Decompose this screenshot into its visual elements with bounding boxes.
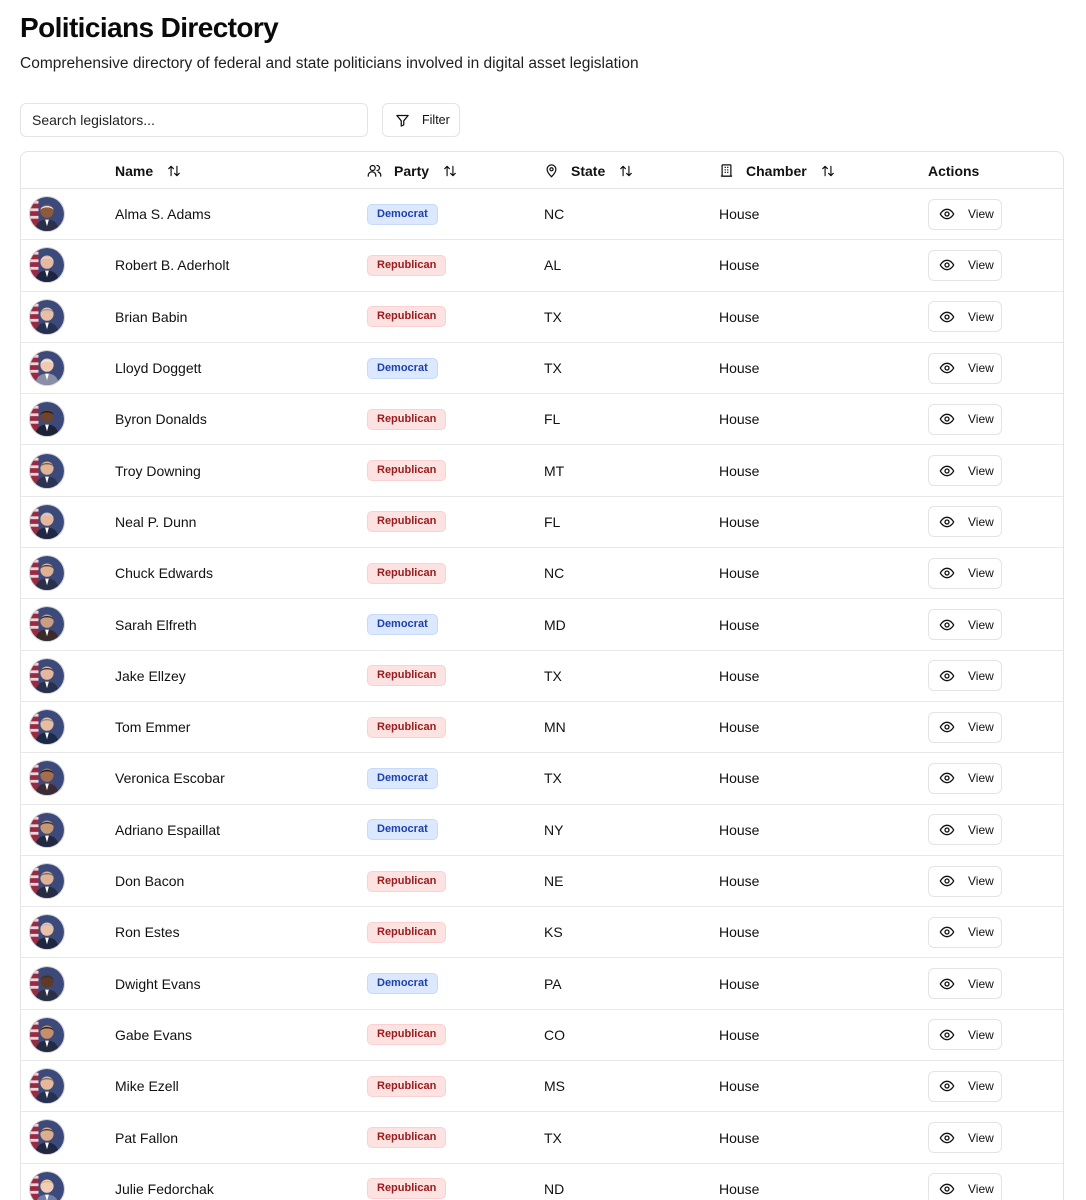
party-badge: Republican bbox=[367, 1127, 446, 1148]
party-badge: Republican bbox=[367, 511, 446, 532]
view-button[interactable] bbox=[928, 1019, 1002, 1050]
state-cell: KS bbox=[544, 924, 563, 941]
politician-name: Veronica Escobar bbox=[115, 770, 225, 787]
column-header-party-label: Party bbox=[394, 162, 430, 179]
view-button-label: View bbox=[968, 1181, 994, 1196]
table-row bbox=[21, 651, 1063, 702]
party-cell bbox=[367, 189, 438, 239]
chamber-cell: House bbox=[719, 1129, 760, 1146]
view-button-label: View bbox=[968, 566, 994, 581]
party-cell bbox=[367, 1164, 446, 1200]
eye-icon bbox=[939, 1078, 955, 1094]
chamber-cell: House bbox=[719, 667, 760, 684]
state-cell: MN bbox=[544, 719, 566, 736]
table-row bbox=[21, 189, 1063, 240]
party-badge: Republican bbox=[367, 717, 446, 738]
table-row bbox=[21, 856, 1063, 907]
view-button[interactable] bbox=[928, 558, 1002, 589]
party-cell bbox=[367, 907, 446, 957]
column-header-name-label: Name bbox=[115, 162, 154, 179]
view-button-label: View bbox=[968, 309, 994, 324]
party-cell bbox=[367, 1112, 446, 1162]
party-cell bbox=[367, 1010, 446, 1060]
party-badge: Republican bbox=[367, 563, 446, 584]
party-badge: Republican bbox=[367, 1076, 446, 1097]
actions-cell bbox=[928, 548, 1002, 598]
view-button[interactable] bbox=[928, 866, 1002, 897]
view-button-label: View bbox=[968, 668, 994, 683]
actions-cell bbox=[928, 907, 1002, 957]
chamber-cell: House bbox=[719, 308, 760, 325]
table-row bbox=[21, 1112, 1063, 1163]
chamber-cell: House bbox=[719, 975, 760, 992]
chamber-cell: House bbox=[719, 411, 760, 428]
eye-icon bbox=[939, 309, 955, 325]
politician-name: Julie Fedorchak bbox=[115, 1180, 214, 1197]
avatar bbox=[29, 453, 65, 489]
view-button-label: View bbox=[968, 874, 994, 889]
chamber-cell: House bbox=[719, 616, 760, 633]
state-cell: NY bbox=[544, 821, 564, 838]
users-icon bbox=[367, 163, 382, 178]
state-cell: ND bbox=[544, 1180, 565, 1197]
state-cell: NC bbox=[544, 565, 565, 582]
state-cell: PA bbox=[544, 975, 562, 992]
actions-cell bbox=[928, 753, 1002, 803]
party-badge: Republican bbox=[367, 871, 446, 892]
sort-state-icon[interactable] bbox=[619, 164, 633, 178]
party-badge: Republican bbox=[367, 306, 446, 327]
view-button-label: View bbox=[968, 1027, 994, 1042]
politician-name: Dwight Evans bbox=[115, 975, 201, 992]
chamber-cell: House bbox=[719, 1026, 760, 1043]
avatar bbox=[29, 606, 65, 642]
party-badge: Democrat bbox=[367, 614, 438, 635]
party-badge: Republican bbox=[367, 922, 446, 943]
table-row bbox=[21, 907, 1063, 958]
state-cell: MT bbox=[544, 462, 565, 479]
column-header-actions bbox=[928, 152, 979, 189]
page-title: Politicians Directory bbox=[20, 12, 279, 43]
actions-cell bbox=[928, 394, 1002, 444]
table-row bbox=[21, 753, 1063, 804]
actions-cell bbox=[928, 805, 1002, 855]
eye-icon bbox=[939, 411, 955, 427]
table-row bbox=[21, 292, 1063, 343]
avatar bbox=[29, 196, 65, 232]
view-button[interactable] bbox=[928, 506, 1002, 537]
politician-name: Pat Fallon bbox=[115, 1129, 179, 1146]
party-badge: Republican bbox=[367, 1178, 446, 1199]
chamber-cell: House bbox=[719, 513, 760, 530]
view-button-label: View bbox=[968, 207, 994, 222]
eye-icon bbox=[939, 257, 955, 273]
filter-icon bbox=[395, 113, 410, 128]
table-row bbox=[21, 1010, 1063, 1061]
avatar bbox=[29, 299, 65, 335]
party-cell bbox=[367, 240, 446, 290]
view-button[interactable] bbox=[928, 199, 1002, 230]
column-header-state bbox=[544, 152, 633, 189]
view-button-label: View bbox=[968, 463, 994, 478]
party-badge: Democrat bbox=[367, 819, 438, 840]
sort-party-icon[interactable] bbox=[443, 164, 457, 178]
sort-name-icon[interactable] bbox=[167, 164, 181, 178]
actions-cell bbox=[928, 446, 1002, 496]
actions-cell bbox=[928, 189, 1002, 239]
view-button[interactable] bbox=[928, 712, 1002, 743]
actions-cell bbox=[928, 1061, 1002, 1111]
actions-cell bbox=[928, 856, 1002, 906]
avatar bbox=[29, 401, 65, 437]
filter-button-label: Filter bbox=[422, 113, 450, 127]
chamber-cell: House bbox=[719, 719, 760, 736]
building-icon bbox=[719, 163, 734, 178]
politician-name: Chuck Edwards bbox=[115, 565, 214, 582]
table-header bbox=[21, 152, 1063, 189]
actions-cell bbox=[928, 497, 1002, 547]
politicians-table bbox=[20, 151, 1064, 1200]
politician-name: Brian Babin bbox=[115, 308, 188, 325]
eye-icon bbox=[939, 463, 955, 479]
avatar bbox=[29, 1017, 65, 1053]
state-cell: FL bbox=[544, 411, 561, 428]
actions-cell bbox=[928, 702, 1002, 752]
sort-chamber-icon[interactable] bbox=[821, 164, 835, 178]
actions-cell bbox=[928, 1164, 1002, 1200]
eye-icon bbox=[939, 976, 955, 992]
politician-name: Alma S. Adams bbox=[115, 206, 211, 223]
view-button-label: View bbox=[968, 617, 994, 632]
chamber-cell: House bbox=[719, 360, 760, 377]
view-button-label: View bbox=[968, 1130, 994, 1145]
table-row bbox=[21, 1061, 1063, 1112]
eye-icon bbox=[939, 1130, 955, 1146]
avatar bbox=[29, 863, 65, 899]
politician-name: Lloyd Doggett bbox=[115, 360, 202, 377]
view-button-label: View bbox=[968, 514, 994, 529]
actions-cell bbox=[928, 1112, 1002, 1162]
table-row bbox=[21, 394, 1063, 445]
actions-cell bbox=[928, 343, 1002, 393]
party-badge: Democrat bbox=[367, 204, 438, 225]
actions-cell bbox=[928, 292, 1002, 342]
view-button[interactable] bbox=[928, 250, 1002, 281]
column-header-party bbox=[367, 152, 457, 189]
party-badge: Republican bbox=[367, 255, 446, 276]
party-cell bbox=[367, 548, 446, 598]
avatar bbox=[29, 504, 65, 540]
state-cell: CO bbox=[544, 1026, 565, 1043]
view-button[interactable] bbox=[928, 353, 1002, 384]
politician-name: Don Bacon bbox=[115, 873, 185, 890]
state-cell: MD bbox=[544, 616, 566, 633]
eye-icon bbox=[939, 668, 955, 684]
eye-icon bbox=[939, 565, 955, 581]
table-row bbox=[21, 240, 1063, 291]
state-cell: TX bbox=[544, 308, 562, 325]
eye-icon bbox=[939, 206, 955, 222]
chamber-cell: House bbox=[719, 873, 760, 890]
avatar bbox=[29, 914, 65, 950]
party-cell bbox=[367, 959, 438, 1009]
party-cell bbox=[367, 856, 446, 906]
chamber-cell: House bbox=[719, 1078, 760, 1095]
party-cell bbox=[367, 599, 438, 649]
avatar bbox=[29, 812, 65, 848]
view-button[interactable] bbox=[928, 660, 1002, 691]
view-button[interactable] bbox=[928, 1173, 1002, 1200]
view-button[interactable] bbox=[928, 1122, 1002, 1153]
view-button-label: View bbox=[968, 720, 994, 735]
view-button[interactable] bbox=[928, 1071, 1002, 1102]
actions-cell bbox=[928, 959, 1002, 1009]
view-button[interactable] bbox=[928, 455, 1002, 486]
table-row bbox=[21, 1164, 1063, 1200]
column-header-name bbox=[115, 152, 181, 189]
table-row bbox=[21, 702, 1063, 753]
view-button-label: View bbox=[968, 822, 994, 837]
eye-icon bbox=[939, 770, 955, 786]
politician-name: Robert B. Aderholt bbox=[115, 257, 230, 274]
search-input[interactable] bbox=[20, 103, 368, 137]
state-cell: AL bbox=[544, 257, 562, 274]
chamber-cell: House bbox=[719, 462, 760, 479]
chamber-cell: House bbox=[719, 565, 760, 582]
state-cell: TX bbox=[544, 1129, 562, 1146]
table-row bbox=[21, 599, 1063, 650]
view-button[interactable] bbox=[928, 301, 1002, 332]
party-cell bbox=[367, 805, 438, 855]
politician-name: Neal P. Dunn bbox=[115, 513, 197, 530]
state-cell: NE bbox=[544, 873, 564, 890]
party-cell bbox=[367, 292, 446, 342]
actions-cell bbox=[928, 651, 1002, 701]
party-cell bbox=[367, 394, 446, 444]
view-button-label: View bbox=[968, 258, 994, 273]
column-header-actions-label: Actions bbox=[928, 162, 980, 179]
view-button[interactable] bbox=[928, 917, 1002, 948]
party-cell bbox=[367, 1061, 446, 1111]
view-button-label: View bbox=[968, 976, 994, 991]
party-badge: Republican bbox=[367, 1024, 446, 1045]
avatar bbox=[29, 1119, 65, 1155]
view-button-label: View bbox=[968, 925, 994, 940]
eye-icon bbox=[939, 1027, 955, 1043]
state-cell: FL bbox=[544, 513, 561, 530]
column-header-chamber-label: Chamber bbox=[746, 162, 807, 179]
eye-icon bbox=[939, 822, 955, 838]
politician-name: Jake Ellzey bbox=[115, 667, 186, 684]
table-row bbox=[21, 343, 1063, 394]
eye-icon bbox=[939, 1181, 955, 1197]
chamber-cell: House bbox=[719, 1180, 760, 1197]
view-button[interactable] bbox=[928, 609, 1002, 640]
table-row bbox=[21, 805, 1063, 856]
party-cell bbox=[367, 343, 438, 393]
chamber-cell: House bbox=[719, 257, 760, 274]
view-button[interactable] bbox=[928, 968, 1002, 999]
party-badge: Democrat bbox=[367, 768, 438, 789]
politician-name: Mike Ezell bbox=[115, 1078, 179, 1095]
eye-icon bbox=[939, 719, 955, 735]
map-pin-icon bbox=[544, 163, 559, 178]
state-cell: TX bbox=[544, 770, 562, 787]
avatar bbox=[29, 1171, 65, 1200]
view-button-label: View bbox=[968, 1079, 994, 1094]
party-cell bbox=[367, 497, 446, 547]
avatar bbox=[29, 760, 65, 796]
chamber-cell: House bbox=[719, 821, 760, 838]
actions-cell bbox=[928, 240, 1002, 290]
eye-icon bbox=[939, 924, 955, 940]
avatar bbox=[29, 709, 65, 745]
chamber-cell: House bbox=[719, 770, 760, 787]
party-badge: Democrat bbox=[367, 358, 438, 379]
avatar bbox=[29, 555, 65, 591]
politician-name: Gabe Evans bbox=[115, 1026, 193, 1043]
avatar bbox=[29, 350, 65, 386]
table-row bbox=[21, 446, 1063, 497]
politician-name: Troy Downing bbox=[115, 462, 201, 479]
state-cell: NC bbox=[544, 206, 565, 223]
politician-name: Tom Emmer bbox=[115, 719, 191, 736]
eye-icon bbox=[939, 360, 955, 376]
party-cell bbox=[367, 753, 438, 803]
filter-button[interactable] bbox=[382, 103, 460, 137]
page-subtitle: Comprehensive directory of federal and state politicians involved in digital asset legislation bbox=[20, 55, 639, 72]
party-badge: Republican bbox=[367, 409, 446, 430]
chamber-cell: House bbox=[719, 206, 760, 223]
eye-icon bbox=[939, 514, 955, 530]
party-cell bbox=[367, 446, 446, 496]
politician-name: Ron Estes bbox=[115, 924, 180, 941]
chamber-cell: House bbox=[719, 924, 760, 941]
politician-name: Sarah Elfreth bbox=[115, 616, 197, 633]
column-header-chamber bbox=[719, 152, 835, 189]
view-button[interactable] bbox=[928, 814, 1002, 845]
party-badge: Republican bbox=[367, 460, 446, 481]
avatar bbox=[29, 247, 65, 283]
party-badge: Democrat bbox=[367, 973, 438, 994]
politician-name: Byron Donalds bbox=[115, 411, 207, 428]
party-cell bbox=[367, 651, 446, 701]
column-header-state-label: State bbox=[571, 162, 606, 179]
view-button-label: View bbox=[968, 771, 994, 786]
view-button-label: View bbox=[968, 412, 994, 427]
avatar bbox=[29, 966, 65, 1002]
avatar bbox=[29, 1068, 65, 1104]
eye-icon bbox=[939, 617, 955, 633]
state-cell: TX bbox=[544, 667, 562, 684]
actions-cell bbox=[928, 599, 1002, 649]
view-button[interactable] bbox=[928, 763, 1002, 794]
party-cell bbox=[367, 702, 446, 752]
actions-cell bbox=[928, 1010, 1002, 1060]
politician-name: Adriano Espaillat bbox=[115, 821, 221, 838]
eye-icon bbox=[939, 873, 955, 889]
avatar bbox=[29, 658, 65, 694]
state-cell: MS bbox=[544, 1078, 565, 1095]
party-badge: Republican bbox=[367, 665, 446, 686]
table-row bbox=[21, 548, 1063, 599]
table-row bbox=[21, 959, 1063, 1010]
state-cell: TX bbox=[544, 360, 562, 377]
view-button[interactable] bbox=[928, 404, 1002, 435]
view-button-label: View bbox=[968, 361, 994, 376]
table-row bbox=[21, 497, 1063, 548]
